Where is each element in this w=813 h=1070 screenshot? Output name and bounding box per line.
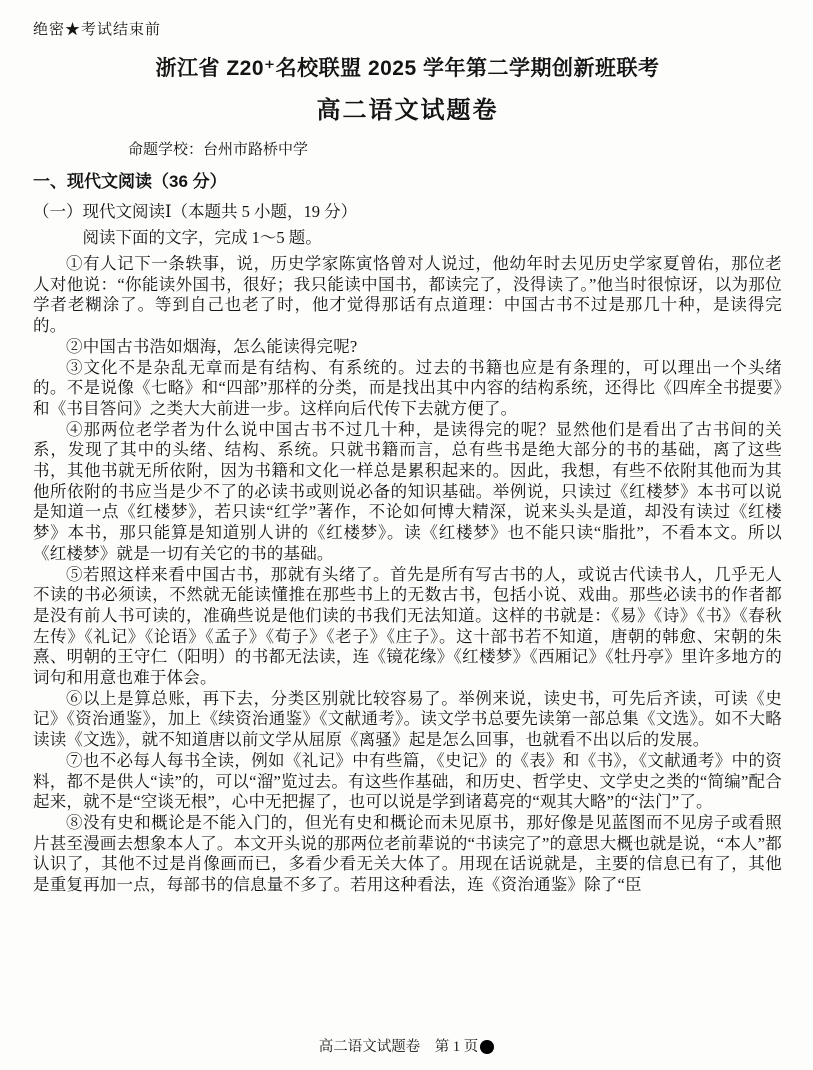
passage-paragraph-1: ①有人记下一条轶事，说，历史学家陈寅恪曾对人说过，他幼年时去见历史学家夏曾佑，那位老人对他说：“你能读外国书，很好；我只能读中国书，都读完了，没得读了。”他当时很惊讶，以为那位学者老糊涂了。等到自己也老了时，他才觉得那话有点道理：中国古书不过是那几十种，是读得完的。 xyxy=(33,254,782,336)
footer-dot-artifact xyxy=(480,1040,494,1054)
passage-paragraph-7: ⑦也不必每人每书全读，例如《礼记》中有些篇，《史记》的《表》和《书》，《文献通考》中的资料，都不是供人“读”的，可以“溜”览过去。有这些作基础，和历史、哲学史、文学史之类的“简编”配合起来，就不是“空谈无根”，心中无把握了，也可以说是学到诸葛亮的“观其大略”的“法门”了。 xyxy=(33,750,782,812)
exam-title: 浙江省 Z20⁺名校联盟 2025 学年第二学期创新班联考 xyxy=(155,57,660,80)
subsection-heading-reading-1: （一）现代文阅读Ⅰ（本题共 5 小题，19 分） xyxy=(33,202,358,221)
school-info: 命题学校：台州市路桥中学 xyxy=(128,142,309,158)
security-classification: 绝密★考试结束前 xyxy=(33,22,162,38)
section-heading-modern-reading: 一、现代文阅读（36 分） xyxy=(33,172,227,191)
reading-passage xyxy=(33,254,782,896)
page-footer xyxy=(0,1038,813,1056)
passage-paragraph-2: ②中国古书浩如烟海，怎么能读得完呢? xyxy=(66,336,358,356)
passage-paragraph-8: ⑧没有史和概论是不能入门的，但光有史和概论而未见原书，那好像是见蓝图而不见房子或看照片甚至漫画去想象本人了。本文开头说的那两位老前辈说的“书读完了”的意思大概也就是说，“本人”都认识了，其他不过是肖像画而已，多看少看无关大体了。用现在话说就是，主要的信息已有了，其他是重复再加一点，每部书的信息量不多了。若用这种看法，连《资治通鉴》除了“臣 xyxy=(33,812,782,895)
passage-paragraph-3: ③文化不是杂乱无章而是有结构、有系统的。过去的书籍也应是有条理的，可以理出一个头绪的。不是说像《七略》和“四部”那样的分类，而是找出其中内容的结构系统，还得比《四库全书提要》和《书目答问》之类大大前进一步。这样向后代传下去就方便了。 xyxy=(33,357,782,418)
passage-paragraph-6: ⑥以上是算总账，再下去，分类区别就比较容易了。举例来说，读史书，可先后齐读，可读《史记》《资治通鉴》，加上《续资治通鉴》《文献通考》。读文学书总要先读第一部总集《文选》。如不大略读读《文选》，就不知道唐以前文学从屈原《离骚》起是怎么回事，也就看不出以后的发展。 xyxy=(33,688,782,750)
reading-instruction: 阅读下面的文字，完成 1～5 题。 xyxy=(82,228,322,247)
paper-title: 高二语文试题卷 xyxy=(316,97,499,124)
footer-text: 高二语文试题卷 第 1 页 xyxy=(318,1039,479,1055)
passage-paragraph-4: ④那两位老学者为什么说中国古书不过几十种，是读得完的呢？显然他们是看出了古书间的关系，发现了其中的头绪、结构、系统。只就书籍而言，总有些书是绝大部分的书的基础，离了这些书，其他书就无所依附，因为书籍和文化一样总是累积起来的。因此，我想，有些不依附其他而为其他所依附的书应当是少不了的必读书或则说必备的知识基础。举例说，只读过《红楼梦》本书可以说是知道一点《红楼梦》，若只读“红学”著作，不论如何博大精深，说来头头是道，却没有读过《红楼梦》本书，那只能算是知道别人讲的《红楼梦》。读《红楼梦》也不能只读“脂批”，不看本文。所以《红楼梦》就是一切有关它的书的基础。 xyxy=(33,419,782,563)
passage-paragraph-5: ⑤若照这样来看中国古书，那就有头绪了。首先是所有写古书的人，或说古代读书人，几乎无人不读的书必须读，不然就无能读懂推在那些书上的无数古书，包括小说、戏曲。那些必读书的作者都是没有前人书可读的，准确些说是他们读的书我们无法知道。这样的书就是：《易》《诗》《书》《春秋左传》《礼记》《论语》《孟子》《荀子》《老子》《庄子》。这十部书若不知道，唐朝的韩愈、宋朝的朱熹、明朝的王守仁（阳明）的书都无法读，连《镜花缘》《红楼梦》《西厢记》《牡丹亭》里许多地方的词句和用意也难于体会。 xyxy=(33,564,782,688)
